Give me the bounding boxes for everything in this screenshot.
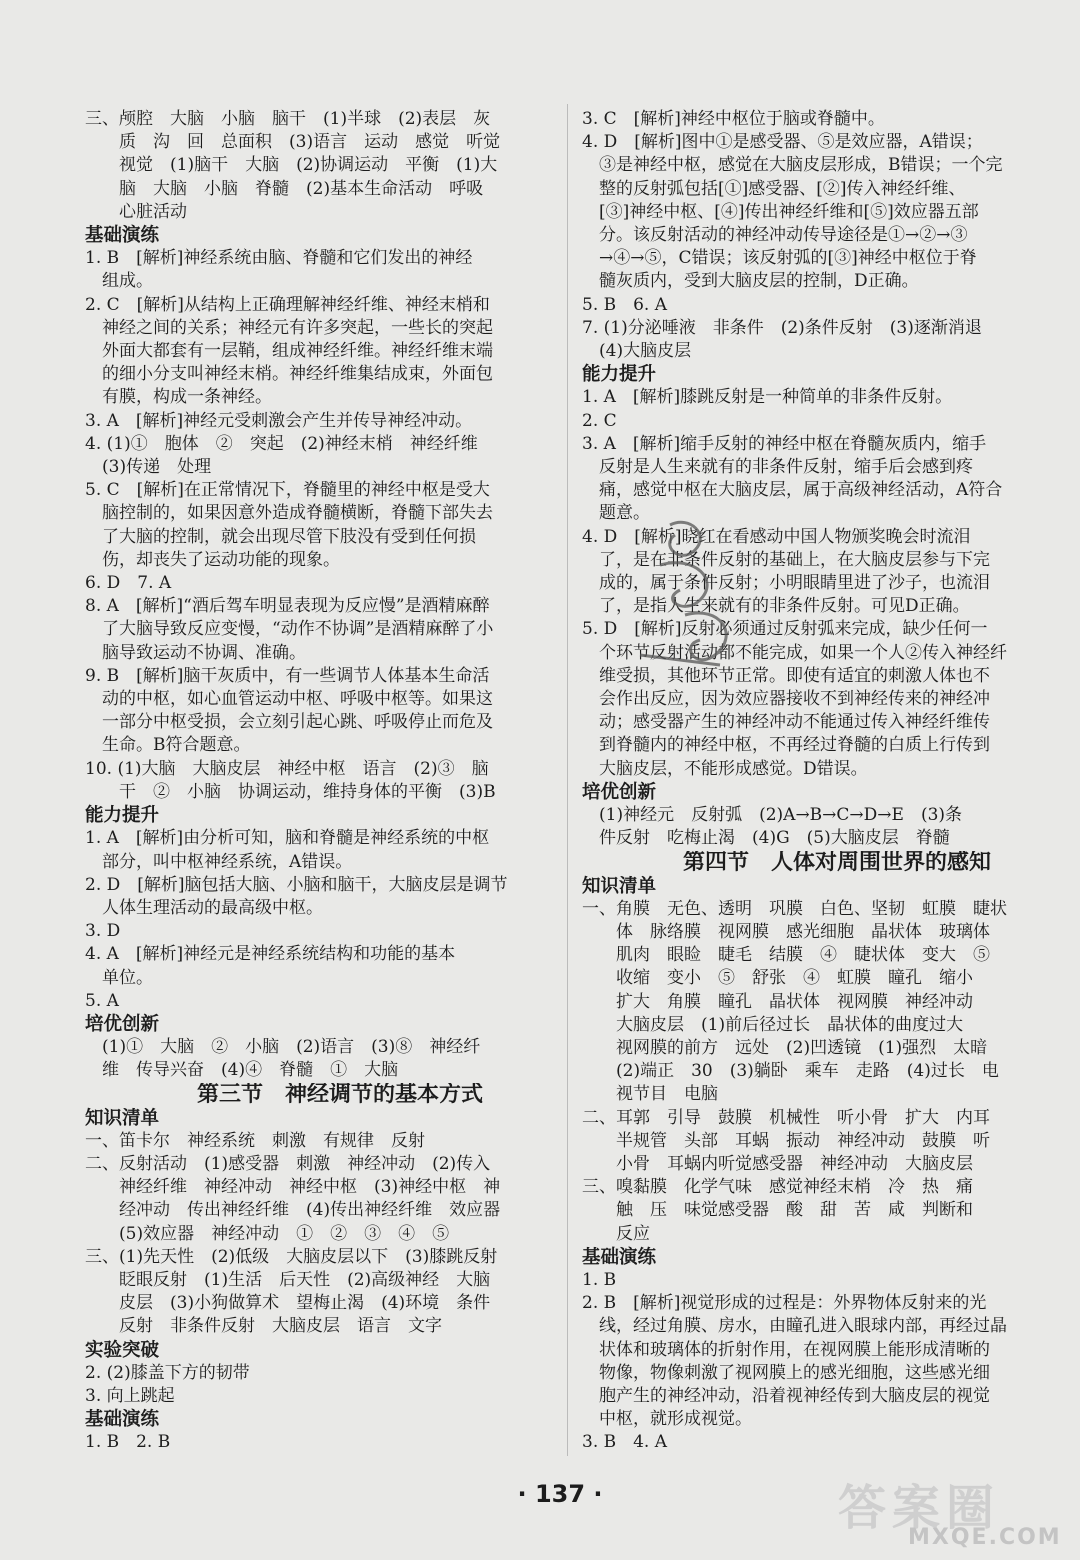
text-line: 脑导致运动不协调、准确。 xyxy=(85,642,306,663)
text-line: [③]神经中枢、[④]传出神经纤维和[⑤]效应器五部 xyxy=(582,201,979,222)
left-column xyxy=(85,108,555,1455)
text-line: 3. 向上跳起 xyxy=(85,1385,175,1406)
text-line: (3)传递 处理 xyxy=(85,457,212,478)
watermark-url: MXQE.COM xyxy=(908,1525,1062,1550)
text-line: 1. B [解析]神经系统由脑、脊髓和它们发出的神经 xyxy=(85,248,473,269)
text-line: 视网膜的前方 远处 (2)凹透镜 (1)强烈 太暗 xyxy=(582,1037,988,1058)
section-heading: 培优创新 xyxy=(582,781,657,803)
section-heading: 基础演练 xyxy=(582,1246,657,1268)
text-line: 的细小分支叫神经末梢。神经纤维集结成束，外面包 xyxy=(85,364,493,385)
text-line: 痛，感觉中枢在大脑皮层，属于高级神经活动，A符合 xyxy=(582,480,1003,501)
text-line: 经冲动 传出神经纤维 (4)传出神经纤维 效应器 xyxy=(85,1200,501,1221)
text-line: 髓灰质内，受到大脑皮层的控制，D正确。 xyxy=(582,271,919,292)
text-line: 神经纤维 神经冲动 神经中枢 (3)神经中枢 神 xyxy=(85,1177,501,1198)
section-heading: 基础演练 xyxy=(85,225,160,247)
text-line: 三、(1)先天性 (2)低级 大脑皮层以下 (3)膝跳反射 xyxy=(85,1246,498,1267)
text-line: 动；感受器产生的神经冲动不能通过传入神经纤维传 xyxy=(582,712,990,733)
text-line: 5. A xyxy=(85,990,119,1011)
text-line: →④→⑤，C错误；该反射弧的[③]神经中枢位于脊 xyxy=(582,248,977,269)
text-line: 了，是指人生来就有的非条件反射。可见D正确。 xyxy=(582,596,970,617)
text-line: 了，是在非条件反射的基础上，在大脑皮层参与下完 xyxy=(582,549,990,570)
text-line: 大脑皮层 (1)前后径过长 晶状体的曲度过大 xyxy=(582,1014,964,1035)
text-line: ③是神经中枢，感觉在大脑皮层形成，B错误；一个完 xyxy=(582,155,1003,176)
text-line: 生命。B符合题意。 xyxy=(85,735,251,756)
section-heading: 培优创新 xyxy=(85,1013,160,1035)
text-line: 维 传导兴奋 (4)④ 脊髓 ① 大脑 xyxy=(85,1060,399,1081)
text-line: 视节目 电脑 xyxy=(582,1084,718,1105)
section-heading: 能力提升 xyxy=(85,805,160,827)
text-line: 大脑皮层，不能形成感觉。D错误。 xyxy=(582,758,868,779)
text-line: 2. C [解析]从结构上正确理解神经纤维、神经末梢和 xyxy=(85,294,490,315)
text-line: 视觉 (1)脑干 大脑 (2)协调运动 平衡 (1)大 xyxy=(85,155,498,176)
text-line: (2)端正 30 (3)躺卧 乘车 走路 (4)过长 电 xyxy=(582,1061,999,1082)
text-line: 触 压 味觉感受器 酸 甜 苦 咸 判断和 xyxy=(582,1200,973,1221)
text-line: 3. D xyxy=(85,921,121,942)
text-line: 脑控制的，如果因意外造成脊髓横断，脊髓下部失去 xyxy=(85,503,493,524)
text-line: 3. B 4. A xyxy=(582,1432,668,1453)
text-line: 1. B 2. B xyxy=(85,1432,171,1453)
text-line: (1)① 大脑 ② 小脑 (2)语言 (3)⑧ 神经纤 xyxy=(85,1037,481,1058)
column-divider xyxy=(567,104,568,1456)
text-line: 肌肉 眼睑 睫毛 结膜 ④ 睫状体 变大 ⑤ xyxy=(582,945,990,966)
chapter-title: 第三节 神经调节的基本方式 xyxy=(196,1082,483,1107)
text-line: 件反射 吃梅止渴 (4)G (5)大脑皮层 脊髓 xyxy=(582,828,950,849)
text-line: 干 ② 小脑 协调运动，维持身体的平衡 (3)B xyxy=(85,781,496,802)
text-line: (5)效应器 神经冲动 ① ② ③ ④ ⑤ xyxy=(85,1223,450,1244)
text-line: 二、耳郭 引导 鼓膜 机械性 听小骨 扩大 内耳 xyxy=(582,1107,990,1128)
text-line: 一、笛卡尔 神经系统 刺激 有规律 反射 xyxy=(85,1130,425,1151)
text-line: 4. (1)① 胞体 ② 突起 (2)神经末梢 神经纤维 xyxy=(85,433,478,454)
text-line: 半规管 头部 耳蜗 振动 神经冲动 鼓膜 听 xyxy=(582,1130,990,1151)
text-line: 题意。 xyxy=(582,503,650,524)
text-line: 5. B 6. A xyxy=(582,294,668,315)
text-line: 胞产生的神经冲动，沿着视神经传到大脑皮层的视觉 xyxy=(582,1385,990,1406)
text-line: 2. C xyxy=(582,410,617,431)
text-line: 会作出反应，因为效应器接收不到神经传来的神经冲 xyxy=(582,689,990,710)
text-line: 人体生理活动的最高级中枢。 xyxy=(85,897,323,918)
text-line: 外面大都套有一层鞘，组成神经纤维。神经纤维末端 xyxy=(85,341,493,362)
text-line: 3. A [解析]神经元受刺激会产生并传导神经冲动。 xyxy=(85,410,473,431)
text-line: 单位。 xyxy=(85,967,153,988)
text-line: 脑 大脑 小脑 脊髓 (2)基本生命活动 呼吸 xyxy=(85,178,484,199)
text-line: 神经之间的关系；神经元有许多突起，一些长的突起 xyxy=(85,317,493,338)
text-line: 5. C [解析]在正常情况下，脊髓里的神经中枢是受大 xyxy=(85,480,490,501)
text-line: 心脏活动 xyxy=(85,201,187,222)
text-line: 8. A [解析]“酒后驾车明显表现为反应慢”是酒精麻醉 xyxy=(85,596,490,617)
text-line: 1. B xyxy=(582,1269,617,1290)
text-line: 3. C [解析]神经中枢位于脑或脊髓中。 xyxy=(582,109,885,129)
text-line: 伤，却丧失了运动功能的现象。 xyxy=(85,549,340,570)
text-line: 组成。 xyxy=(85,271,153,292)
text-line: 三、颅腔 大脑 小脑 脑干 (1)半球 (2)表层 灰 xyxy=(85,109,491,129)
text-line: 眨眼反射 (1)生活 后天性 (2)高级神经 大脑 xyxy=(85,1269,491,1290)
text-line: 皮层 (3)小狗做算术 望梅止渴 (4)环境 条件 xyxy=(85,1293,491,1314)
text-line: 7. (1)分泌唾液 非条件 (2)条件反射 (3)逐渐消退 xyxy=(582,317,982,338)
right-column xyxy=(582,108,1052,1455)
text-line: 6. D 7. A xyxy=(85,573,172,594)
text-line: 4. D [解析]晓红在看感动中国人物颁奖晚会时流泪 xyxy=(582,526,971,547)
text-line: 了大脑导致反应变慢，“动作不协调”是酒精麻醉了小 xyxy=(85,619,494,640)
handwritten-scribble xyxy=(600,505,770,695)
text-line: 小骨 耳蜗内听觉感受器 神经冲动 大脑皮层 xyxy=(582,1153,973,1174)
text-line: 反应 xyxy=(582,1223,650,1244)
text-line: 体 脉络膜 视网膜 感光细胞 晶状体 玻璃体 xyxy=(582,921,990,942)
text-line: 整的反射弧包括[①]感受器、[②]传入神经纤维、 xyxy=(582,178,966,199)
text-line: 了大脑的控制，就会出现尽管下肢没有受到任何损 xyxy=(85,526,476,547)
text-line: 10. (1)大脑 大脑皮层 神经中枢 语言 (2)③ 脑 xyxy=(85,758,489,779)
text-line: 扩大 角膜 瞳孔 晶状体 视网膜 神经冲动 xyxy=(582,991,973,1012)
text-line: 维受损，其他环节正常。即使有适宜的刺激人体也不 xyxy=(582,665,990,686)
page-number: · 137 · xyxy=(517,1480,603,1508)
text-line: 2. B [解析]视觉形成的过程是：外界物体反射来的光 xyxy=(582,1293,987,1314)
chapter-title: 第四节 人体对周围世界的感知 xyxy=(682,850,991,875)
text-line: 4. D [解析]图中①是感受器、⑤是效应器，A错误； xyxy=(582,132,983,153)
text-line: 到脊髓内的神经中枢，不再经过脊髓的白质上行传到 xyxy=(582,735,990,756)
text-line: 一部分中枢受损，会立刻引起心跳、呼吸停止而危及 xyxy=(85,712,493,733)
text-line: 2. (2)膝盖下方的韧带 xyxy=(85,1362,250,1383)
section-heading: 知识清单 xyxy=(582,875,657,897)
text-line: 反射 非条件反射 大脑皮层 语言 文字 xyxy=(85,1316,442,1337)
text-line: 线，经过角膜、房水，由瞳孔进入眼球内部，再经过晶 xyxy=(582,1316,1007,1337)
text-line: 质 沟 回 总面积 (3)语言 运动 感觉 听觉 xyxy=(85,132,501,153)
text-line: 一、角膜 无色、透明 巩膜 白色、坚韧 虹膜 睫状 xyxy=(582,898,1007,919)
text-line: 中枢，就形成视觉。 xyxy=(582,1409,752,1430)
text-line: 5. D [解析]反射必须通过反射弧来完成，缺少任何一 xyxy=(582,619,988,640)
text-line: 状体和玻璃体的折射作用，在视网膜上能形成清晰的 xyxy=(582,1339,990,1360)
section-heading: 基础演练 xyxy=(85,1409,160,1431)
watermark-main: 答案圈 xyxy=(838,1480,1001,1536)
text-line: 有膜，构成一条神经。 xyxy=(85,387,272,408)
text-line: 2. D [解析]脑包括大脑、小脑和脑干，大脑皮层是调节 xyxy=(85,874,508,895)
section-heading: 能力提升 xyxy=(582,364,657,386)
watermark-logo xyxy=(838,1467,1074,1553)
text-line: 分。该反射活动的神经冲动传导途径是①→②→③ xyxy=(582,225,968,246)
text-line: 物像，物像刺激了视网膜上的感光细胞，这些感光细 xyxy=(582,1362,990,1383)
text-line: 成的，属于条件反射；小明眼睛里进了沙子，也流泪 xyxy=(582,573,990,594)
text-line: 1. A [解析]膝跳反射是一种简单的非条件反射。 xyxy=(582,387,953,408)
text-line: (4)大脑皮层 xyxy=(582,341,692,362)
text-line: (1)神经元 反射弧 (2)A→B→C→D→E (3)条 xyxy=(582,805,963,826)
text-line: 三、嗅黏膜 化学气味 感觉神经末梢 冷 热 痛 xyxy=(582,1177,973,1198)
text-line: 二、反射活动 (1)感受器 刺激 神经冲动 (2)传入 xyxy=(85,1153,491,1174)
text-line: 反射是人生来就有的非条件反射，缩手后会感到疼 xyxy=(582,457,973,478)
text-line: 4. A [解析]神经元是神经系统结构和功能的基本 xyxy=(85,944,456,965)
text-line: 3. A [解析]缩手反射的神经中枢在脊髓灰质内，缩手 xyxy=(582,433,987,454)
text-line: 部分，叫中枢神经系统，A错误。 xyxy=(85,851,353,872)
section-heading: 实验突破 xyxy=(85,1339,160,1361)
text-line: 1. A [解析]由分析可知，脑和脊髓是神经系统的中枢 xyxy=(85,828,490,849)
text-line: 动的中枢，如心血管运动中枢、呼吸中枢等。如果这 xyxy=(85,689,493,710)
text-line: 9. B [解析]脑干灰质中，有一些调节人体基本生命活 xyxy=(85,665,490,686)
text-line: 收缩 变小 ⑤ 舒张 ④ 虹膜 瞳孔 缩小 xyxy=(582,968,973,989)
text-line: 个环节反射活动都不能完成，如果一个人②传入神经纤 xyxy=(582,642,1007,663)
section-heading: 知识清单 xyxy=(85,1107,160,1129)
